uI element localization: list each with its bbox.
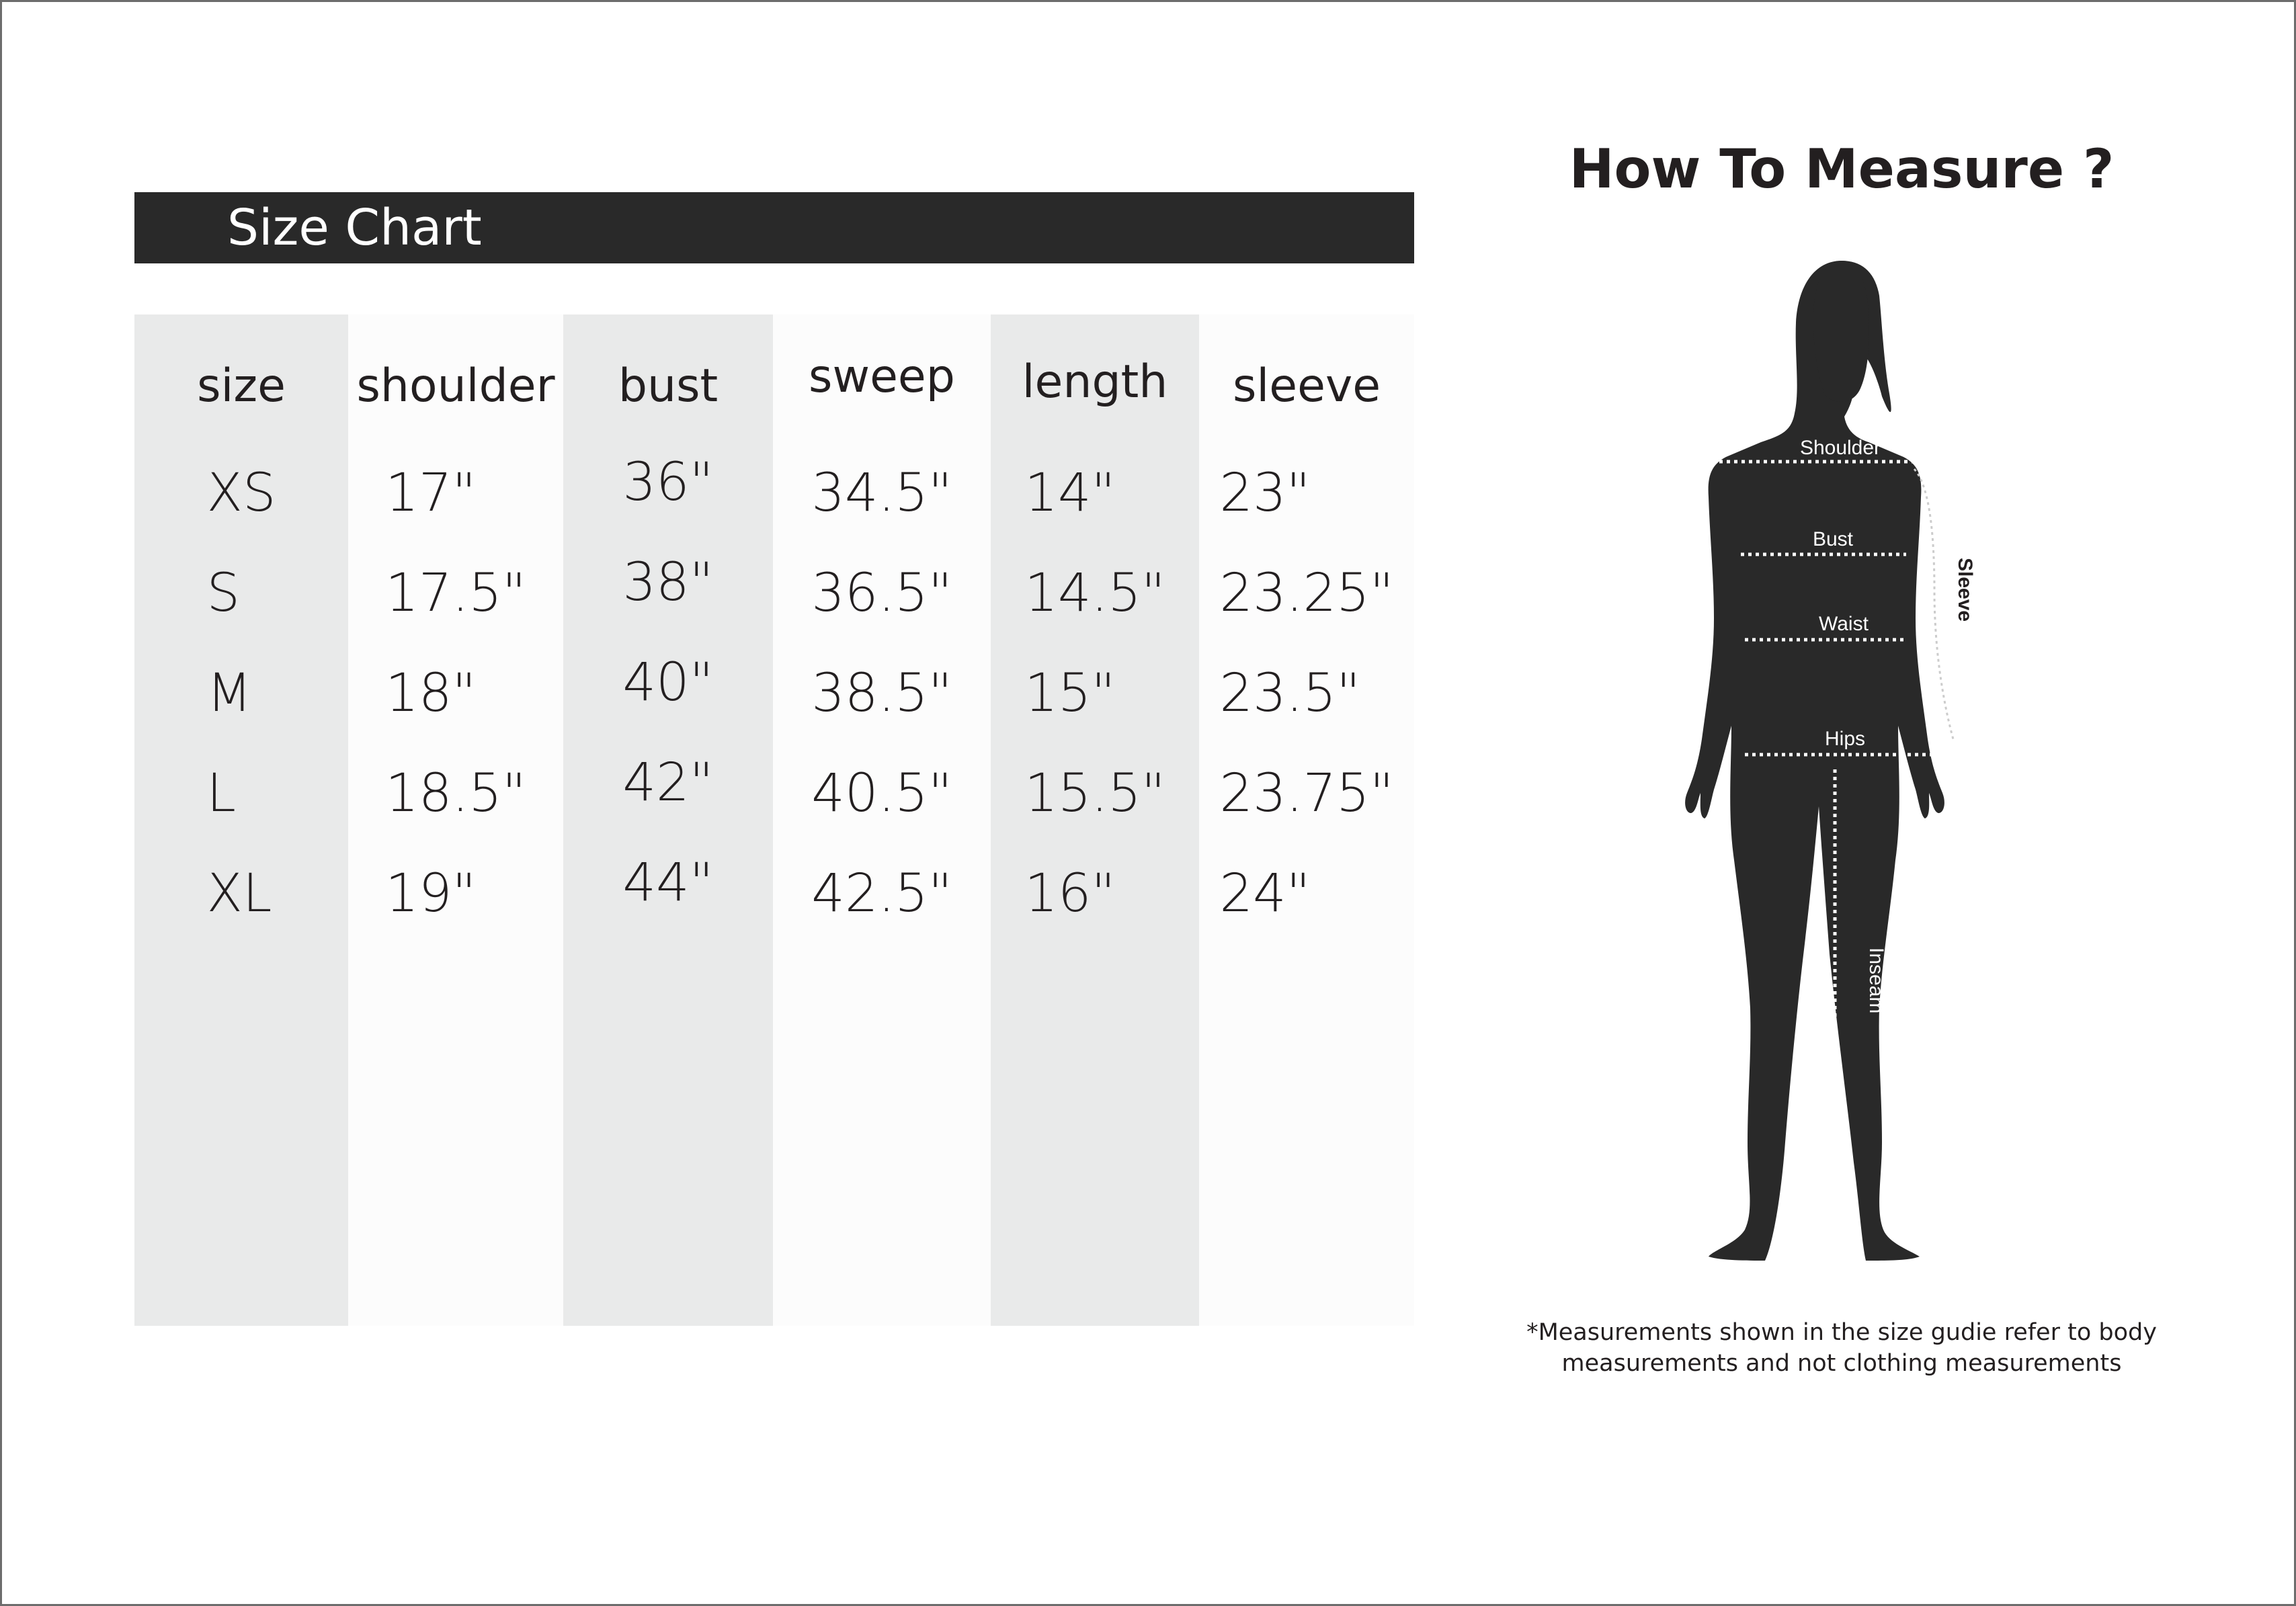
table-cell: M — [206, 663, 252, 724]
table-cell: 18" — [385, 663, 477, 724]
table-cell: 14.5" — [1024, 563, 1165, 624]
body-silhouette-icon — [1680, 255, 1996, 1277]
table-cell: 19" — [385, 863, 477, 924]
table-cell: 23.25" — [1219, 563, 1394, 624]
table-cell: 40" — [622, 652, 714, 713]
column-header: sleeve — [1232, 360, 1381, 413]
table-cell: XL — [206, 863, 272, 924]
how-to-measure-title: How To Measure ? — [1569, 138, 2115, 200]
label-bust: Bust — [1812, 528, 1854, 550]
label-waist: Waist — [1819, 613, 1869, 635]
column-header: shoulder — [356, 360, 555, 413]
table-cell: 42.5" — [811, 863, 952, 924]
table-cell: 16" — [1024, 863, 1116, 924]
column-header: bust — [618, 360, 719, 413]
table-cell: 17.5" — [385, 563, 526, 624]
note-line-1: *Measurements shown in the size gudie refer to body — [1526, 1319, 2157, 1346]
column-sweep — [773, 314, 991, 1326]
table-cell: 36" — [622, 452, 714, 513]
label-hips: Hips — [1824, 728, 1866, 750]
table-cell: 23.75" — [1219, 763, 1394, 824]
label-sleeve: Sleeve — [1954, 558, 1976, 622]
table-cell: 23" — [1219, 463, 1311, 523]
size-chart-table — [134, 314, 1414, 1326]
size-chart-header — [134, 192, 1414, 263]
silhouette-shape — [1685, 261, 1944, 1261]
table-cell: 44" — [622, 853, 714, 913]
note-line-2: measurements and not clothing measurements — [1561, 1350, 2122, 1377]
column-header: sweep — [809, 350, 955, 403]
measurement-note — [1479, 1317, 2205, 1379]
column-bust — [563, 314, 773, 1326]
table-cell: 15.5" — [1024, 763, 1165, 824]
column-sleeve — [1199, 314, 1414, 1326]
table-cell: 36.5" — [811, 563, 952, 624]
column-length — [991, 314, 1199, 1326]
column-header: length — [1022, 355, 1168, 409]
label-shoulder: Shoulder — [1799, 437, 1881, 459]
table-cell: 24" — [1219, 863, 1311, 924]
table-cell: L — [206, 763, 236, 824]
table-cell: 38" — [622, 552, 714, 613]
table-cell: S — [206, 563, 241, 624]
table-cell: 14" — [1024, 463, 1116, 523]
table-cell: 15" — [1024, 663, 1116, 724]
table-cell: 34.5" — [811, 463, 952, 523]
table-cell: 38.5" — [811, 663, 952, 724]
column-shoulder — [348, 314, 563, 1326]
table-cell: 23.5" — [1219, 663, 1360, 724]
table-cell: 18.5" — [385, 763, 526, 824]
table-cell: 17" — [385, 463, 477, 523]
size-chart-title: Size Chart — [227, 199, 482, 257]
table-cell: XS — [206, 463, 276, 523]
table-cell: 40.5" — [811, 763, 952, 824]
column-size — [134, 314, 348, 1326]
column-header: size — [197, 360, 286, 413]
label-inseam: Inseam — [1865, 947, 1887, 1014]
table-cell: 42" — [622, 753, 714, 813]
